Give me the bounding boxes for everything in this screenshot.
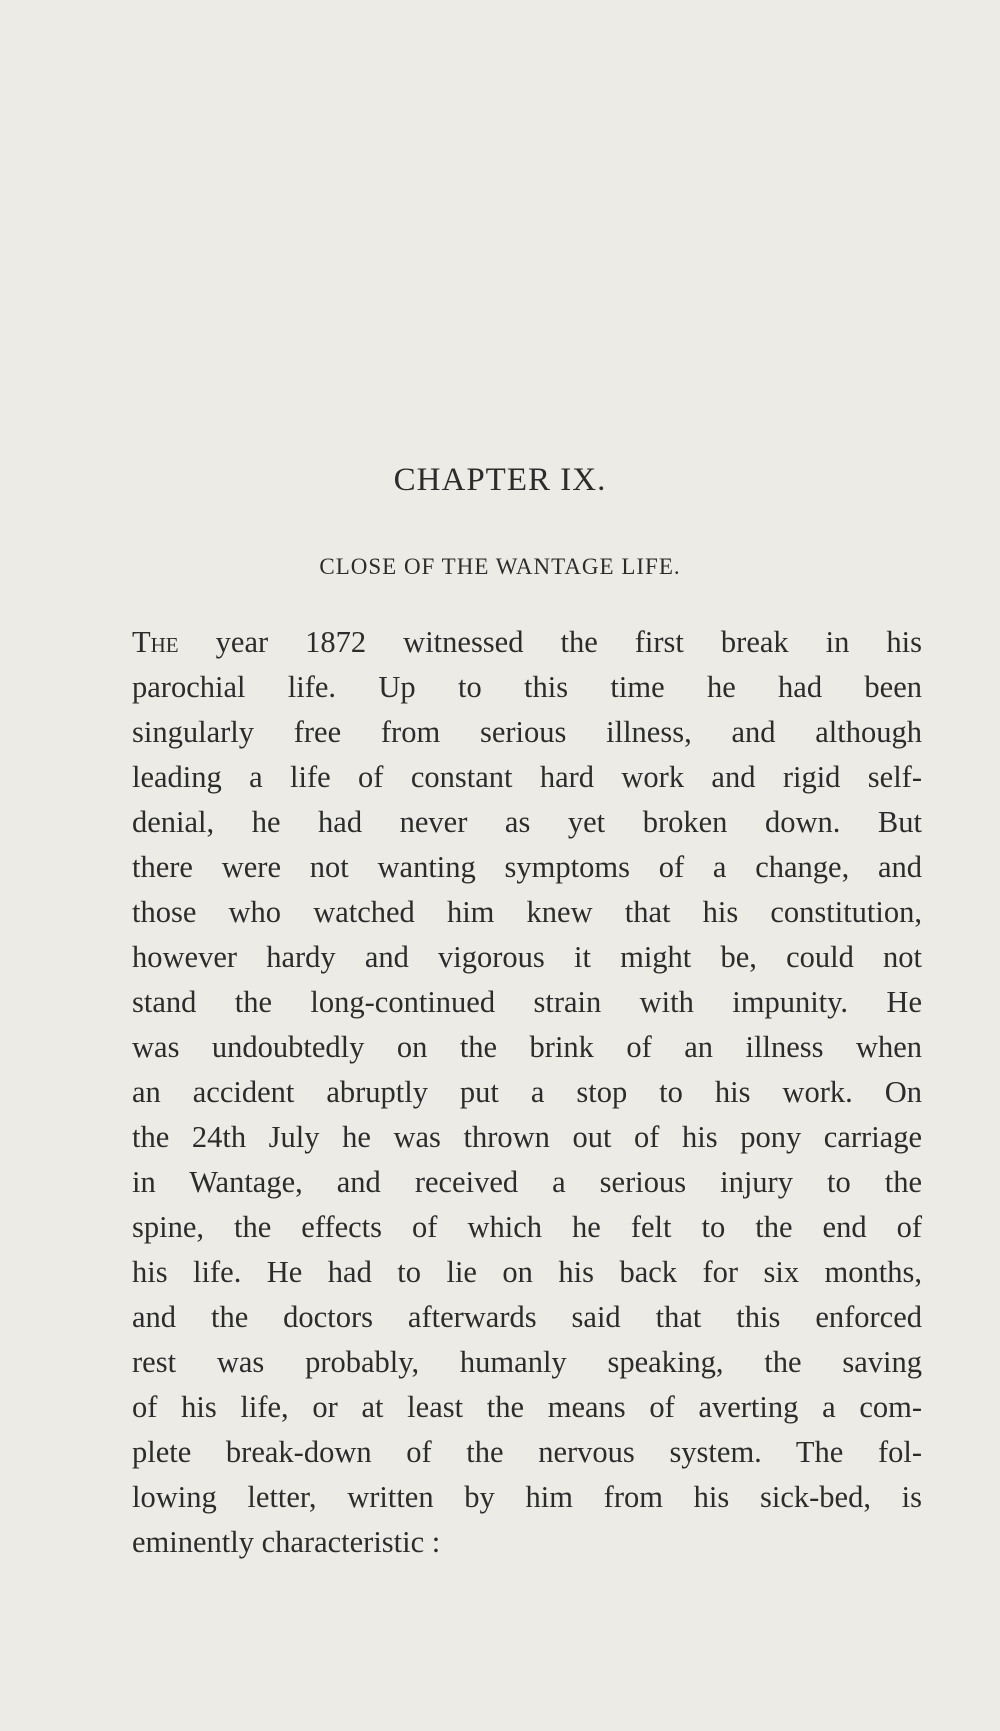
text-line: was undoubtedly on the brink of an illness when bbox=[132, 1030, 922, 1064]
text-line: those who watched him knew that his constitution, bbox=[132, 895, 922, 929]
chapter-subtitle: CLOSE OF THE WANTAGE LIFE. bbox=[319, 554, 681, 579]
opening-word: The bbox=[132, 625, 179, 659]
text-line: lowing letter, written by him from his sick-bed, is bbox=[132, 1480, 922, 1514]
chapter-title: CHAPTER IX. bbox=[393, 462, 607, 498]
text-line: rest was probably, humanly speaking, the saving bbox=[132, 1345, 922, 1379]
text-line: plete break-down of the nervous system. The fol- bbox=[132, 1435, 922, 1469]
text-line: spine, the effects of which he felt to the end of bbox=[132, 1210, 922, 1244]
text-line: denial, he had never as yet broken down. But bbox=[132, 805, 922, 839]
text-line: singularly free from serious illness, and although bbox=[132, 715, 922, 749]
text-line: and the doctors afterwards said that this enforced bbox=[132, 1300, 922, 1334]
text-line: an accident abruptly put a stop to his work. On bbox=[132, 1075, 922, 1109]
text-line: eminently characteristic : bbox=[132, 1525, 441, 1559]
text-line: in Wantage, and received a serious injury to the bbox=[132, 1165, 922, 1199]
text-line: however hardy and vigorous it might be, could not bbox=[132, 940, 922, 974]
text-line: the 24th July he was thrown out of his pony carriage bbox=[132, 1120, 922, 1154]
text-line-content: year 1872 witnessed the first break in his bbox=[215, 625, 923, 659]
text-line: his life. He had to lie on his back for six months, bbox=[132, 1255, 922, 1289]
text-line: leading a life of constant hard work and rigid self- bbox=[132, 760, 922, 794]
body-paragraph bbox=[132, 620, 922, 1565]
text-line: stand the long-continued strain with impunity. He bbox=[132, 985, 922, 1019]
text-line bbox=[132, 620, 922, 665]
text-line: parochial life. Up to this time he had been bbox=[132, 670, 922, 704]
text-line: of his life, or at least the means of averting a com- bbox=[132, 1390, 922, 1424]
text-line: there were not wanting symptoms of a change, and bbox=[132, 850, 922, 884]
